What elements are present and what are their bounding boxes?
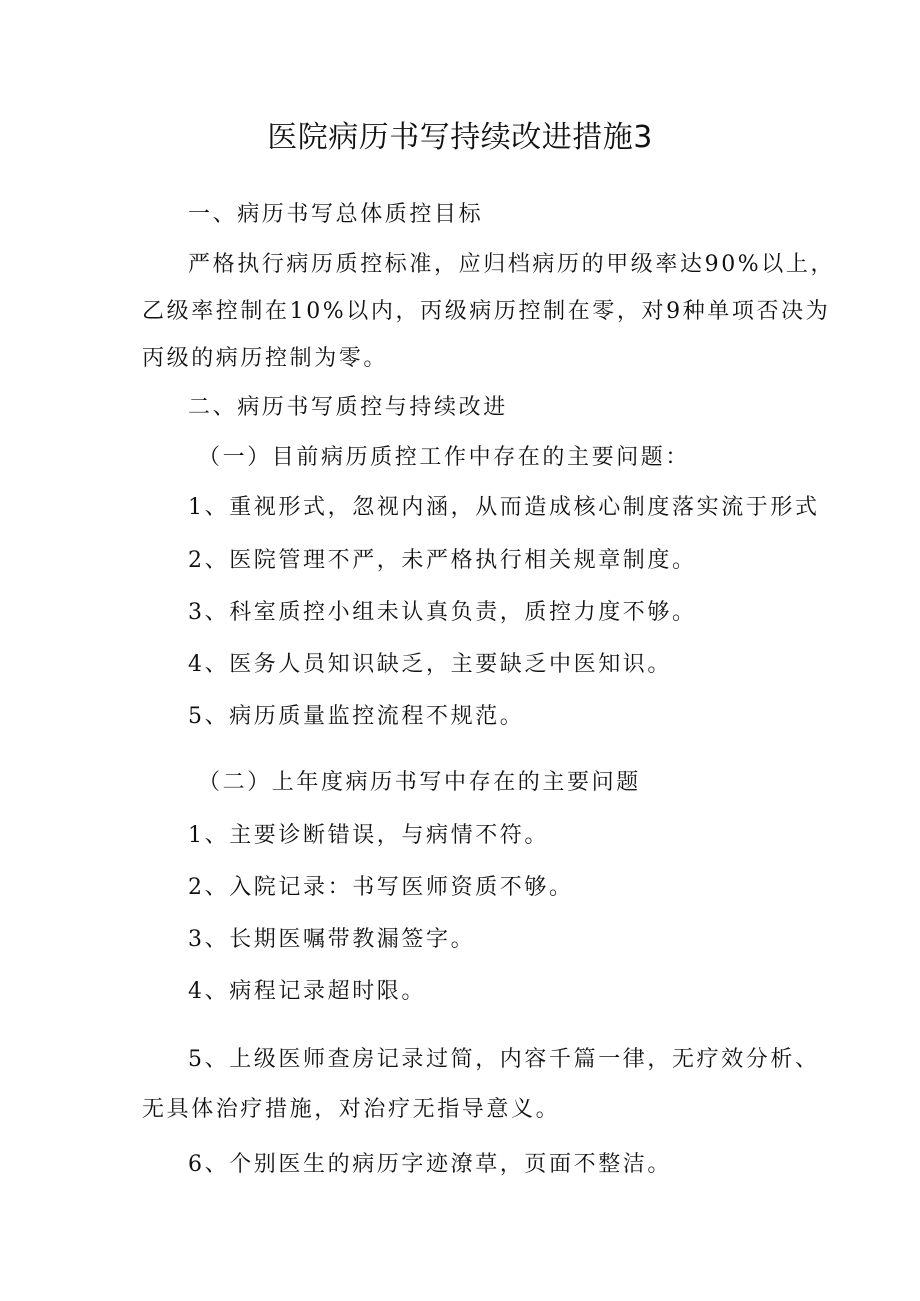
subsection2-item: 3、长期医嘱带教漏签字。 — [188, 927, 476, 952]
subsection1-item: 3、科室质控小组未认真负责，质控力度不够。 — [188, 600, 697, 625]
subsection1-item: 4、医务人员知识缺乏，主要缺乏中医知识。 — [188, 652, 672, 677]
subsection1-item: 1、重视形式，忽视内涵，从而造成核心制度落实流于形式 — [188, 495, 820, 520]
subsection1-item: 2、医院管理不严，未严格执行相关规章制度。 — [188, 548, 697, 573]
subsection2-item6: 6、个别医生的病历字迹潦草，页面不整洁。 — [188, 1152, 672, 1177]
section1-heading: 一、病历书写总体质控目标 — [188, 202, 484, 227]
section2-heading: 二、病历书写质控与持续改进 — [188, 395, 508, 420]
document-title: 医院病历书写持续改进措施3 — [267, 120, 653, 155]
subsection2-item: 2、入院记录：书写医师资质不够。 — [188, 875, 574, 900]
subsection2-item5-line-2: 无具体治疗措施，对治疗无指导意义。 — [142, 1097, 561, 1122]
subsection2-item: 4、病程记录超时限。 — [188, 979, 426, 1004]
subsection2-heading: （二）上年度病历书写中存在的主要问题 — [198, 770, 641, 795]
section1-paragraph-line-3: 丙级的病历控制为零。 — [142, 346, 389, 371]
subsection2-item5-line-1: 5、上级医师查房记录过简，内容千篇一律，无疗效分析、 — [188, 1047, 820, 1072]
subsection1-item: 5、病历质量监控流程不规范。 — [188, 704, 525, 729]
section1-paragraph-line-2: 乙级率控制在10%以内，丙级病历控制在零，对9种单项否决为 — [142, 299, 831, 324]
subsection1-heading: （一）目前病历质控工作中存在的主要问题： — [198, 445, 691, 470]
section1-paragraph-line-1: 严格执行病历质控标准，应归档病历的甲级率达90%以上， — [188, 252, 836, 277]
subsection2-item: 1、主要诊断错误，与病情不符。 — [188, 823, 549, 848]
